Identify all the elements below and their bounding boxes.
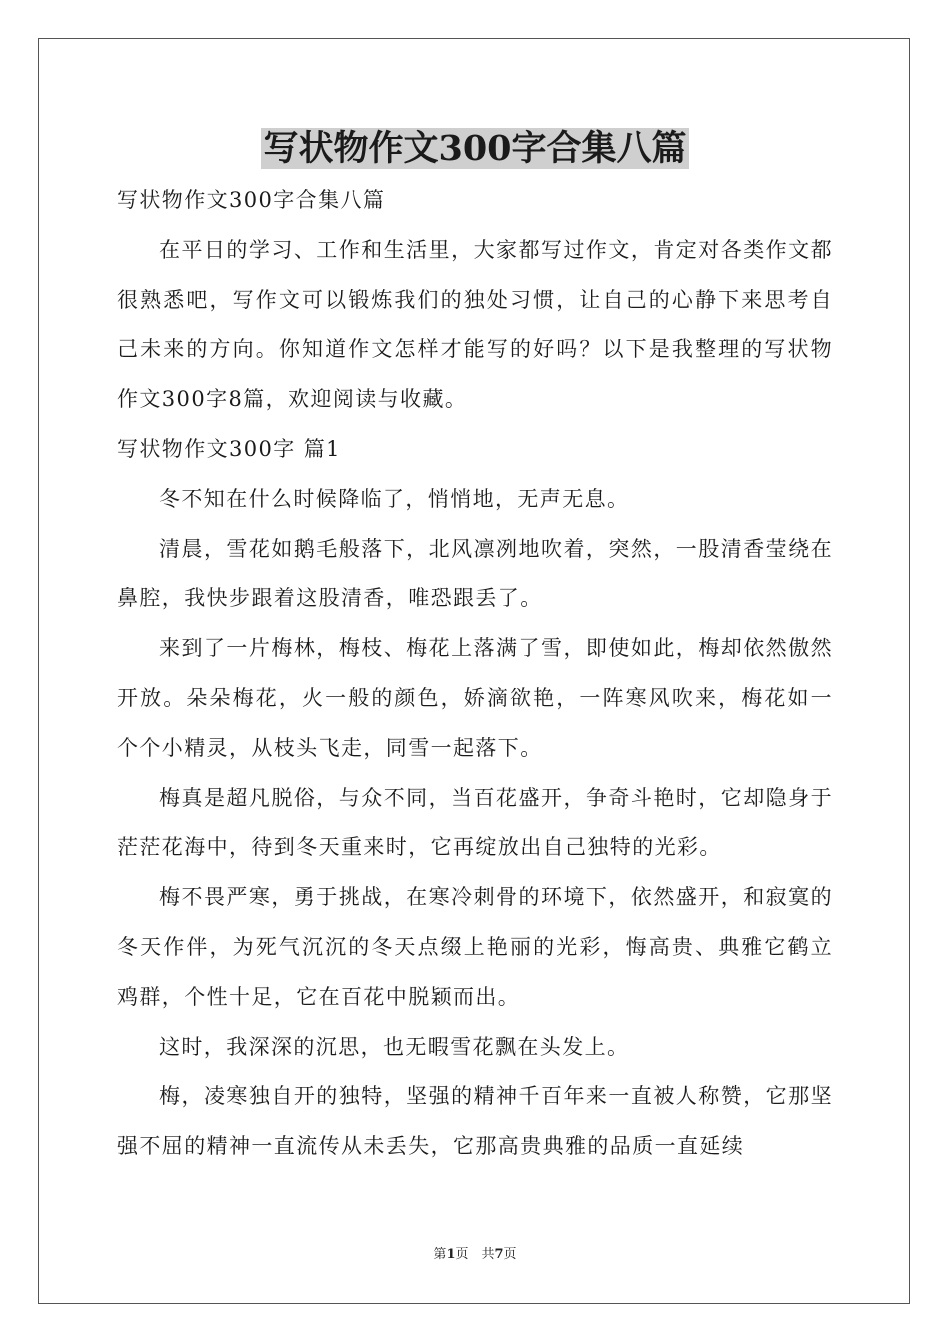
- paragraph: 清晨，雪花如鹅毛般落下，北风凛冽地吹着，突然，一股清香莹绕在鼻腔，我快步跟着这股清香，唯恐跟丢了。: [117, 536, 833, 611]
- page-total: 7: [494, 1247, 504, 1262]
- document-title: [0, 126, 950, 172]
- subtitle: 写状物作文300字合集八篇: [117, 188, 386, 212]
- page-label-mid: 页 共: [455, 1247, 495, 1262]
- paragraph: 梅，凌寒独自开的独特，坚强的精神千百年来一直被人称赞，它那坚强不屈的精神一直流传从未丢失，它那高贵典雅的品质一直延续: [117, 1084, 833, 1159]
- intro-paragraph: 在平日的学习、工作和生活里，大家都写过作文，肯定对各类作文都很熟悉吧，写作文可以锻炼我们的独处习惯，让自己的心静下来思考自己未来的方向。你知道作文怎样才能写的好吗？以下是我整理的写状物作文300字8篇，欢迎阅读与收藏。: [117, 237, 833, 412]
- page-label-suffix: 页: [503, 1247, 517, 1262]
- page-current: 1: [446, 1247, 456, 1262]
- paragraph: 来到了一片梅林，梅枝、梅花上落满了雪，即使如此，梅却依然傲然开放。朵朵梅花，火一般的颜色，娇滴欲艳，一阵寒风吹来，梅花如一个个小精灵，从枝头飞走，同雪一起落下。: [117, 636, 833, 760]
- page-label-prefix: 第: [433, 1247, 447, 1262]
- section-heading: 写状物作文300字 篇1: [117, 436, 341, 461]
- document-body: [117, 176, 833, 1172]
- paragraph: 梅真是超凡脱俗，与众不同，当百花盛开，争奇斗艳时，它却隐身于茫茫花海中，待到冬天重来时，它再绽放出自己独特的光彩。: [117, 785, 833, 860]
- paragraph: 梅不畏严寒，勇于挑战，在寒冷刺骨的环境下，依然盛开，和寂寞的冬天作伴，为死气沉沉的冬天点缀上艳丽的光彩，悔高贵、典雅它鹤立鸡群，个性十足，它在百花中脱颖而出。: [117, 885, 833, 1009]
- paragraph: 冬不知在什么时候降临了，悄悄地，无声无息。: [159, 486, 630, 511]
- page-footer: [0, 1246, 950, 1264]
- document-title-text: 写状物作文300字合集八篇: [263, 128, 687, 169]
- paragraph: 这时，我深深的沉思，也无暇雪花飘在头发上。: [159, 1034, 630, 1059]
